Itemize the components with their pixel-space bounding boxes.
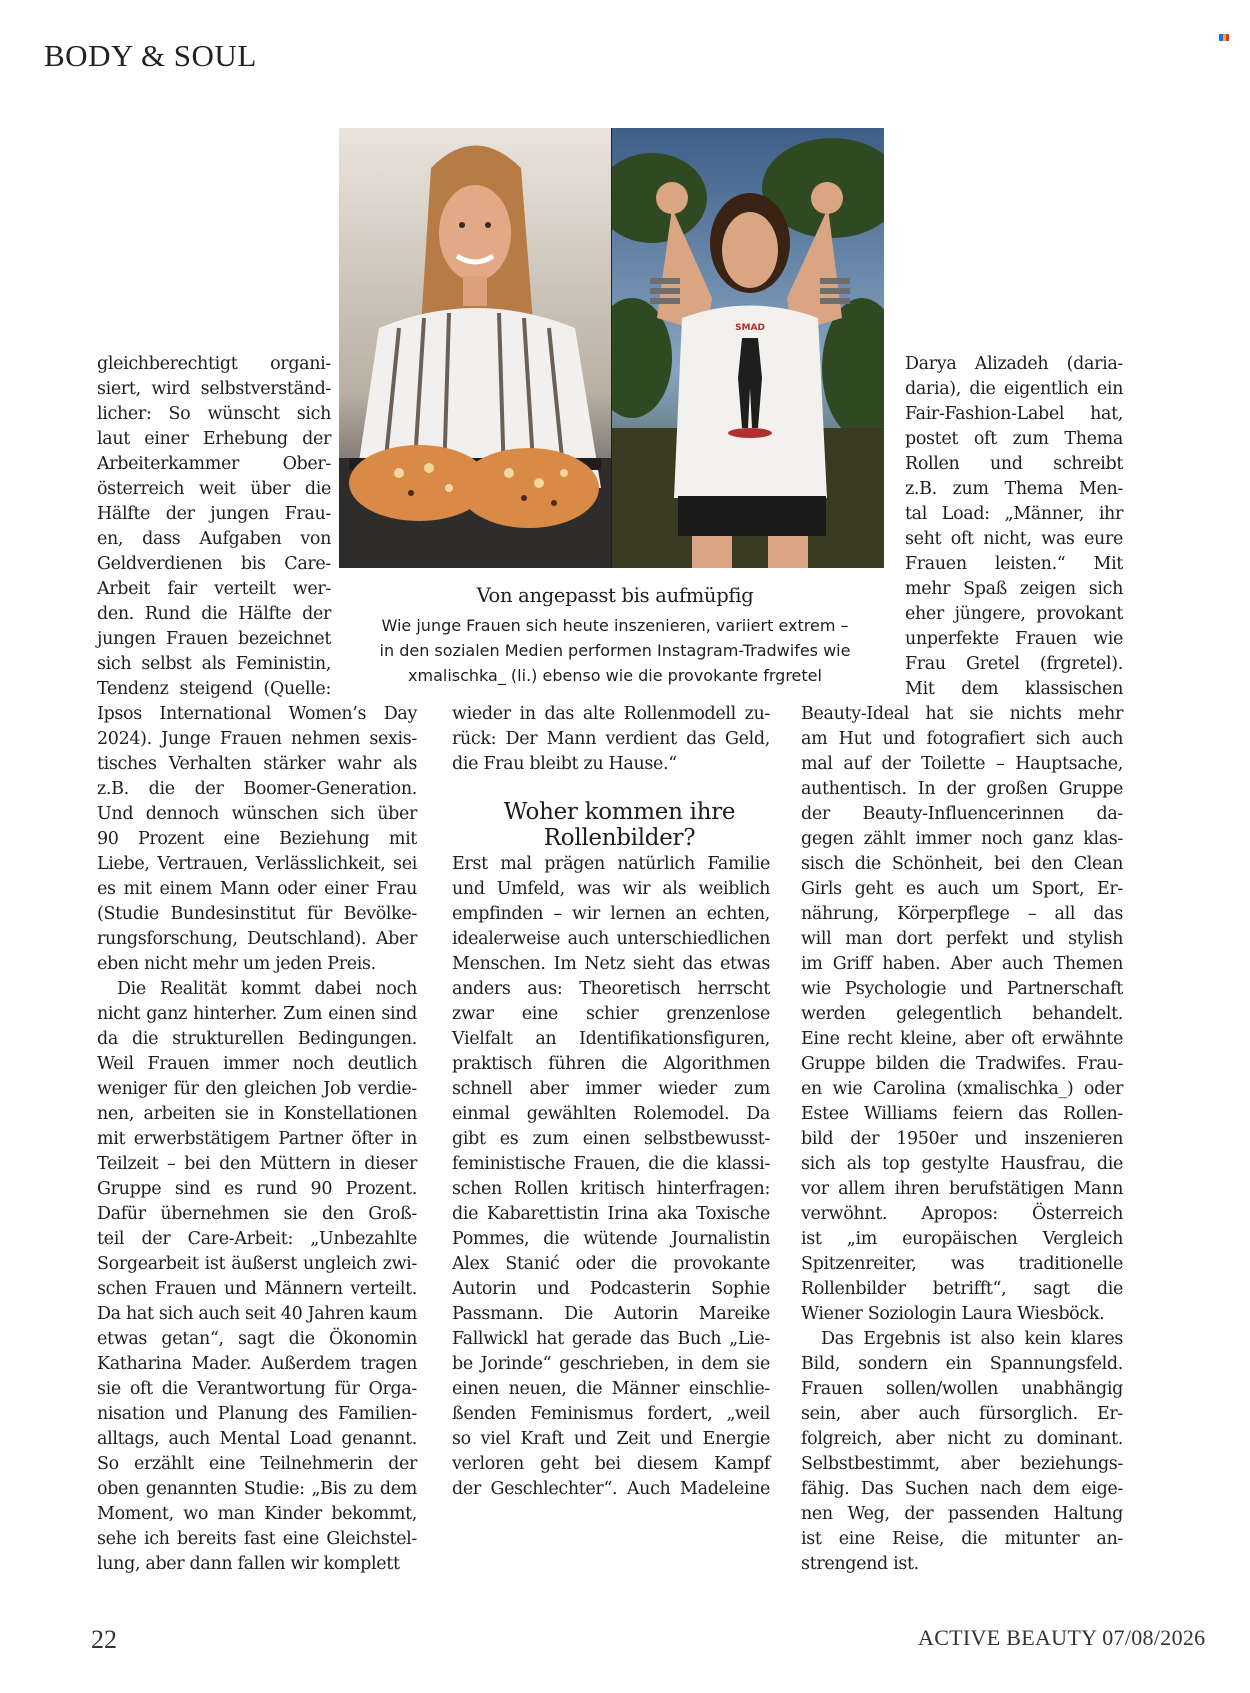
text-line: nicht ganz hinterher. Zum einen sind bbox=[97, 1004, 417, 1024]
text-line: vor allem ihren berufstätigen Mann bbox=[801, 1179, 1123, 1199]
text-line: strengend ist. bbox=[801, 1554, 919, 1574]
text-line: wie Psychologie und Partnerschaft bbox=[801, 979, 1123, 999]
text-line: ßenden Feminismus fordert, „weil bbox=[452, 1404, 770, 1424]
subheading-line: Rollenbilder? bbox=[543, 825, 696, 851]
text-line: jungen Frauen bezeichnet bbox=[97, 629, 331, 649]
text-line: der Beauty-Influencerinnen da- bbox=[801, 804, 1123, 824]
text-line: im Griff haben. Aber auch Themen bbox=[801, 954, 1123, 974]
text-line: wieder in das alte Rollenmodell zu- bbox=[452, 704, 770, 724]
text-line: sehe ich bereits fast eine Gleichstel- bbox=[97, 1529, 417, 1549]
shirt-text: SMAD bbox=[735, 323, 765, 333]
text-line: Wiener Soziologin Laura Wiesböck. bbox=[801, 1304, 1105, 1324]
text-line: Girls geht es auch um Sport, Er- bbox=[801, 879, 1123, 899]
text-line: tal Load: „Männer, ihr bbox=[905, 504, 1123, 524]
text-line: be Jorinde“ geschrieben, in dem sie bbox=[452, 1354, 770, 1374]
text-line: nährung, Körperpflege – all das bbox=[801, 904, 1123, 924]
text-line: sein, aber auch fürsorglich. Er- bbox=[801, 1404, 1123, 1424]
text-line: Sorgearbeit ist äußerst ungleich zwi- bbox=[97, 1254, 417, 1274]
text-line: praktisch führen die Algorithmen bbox=[452, 1054, 770, 1074]
text-line: daria), die eigentlich ein bbox=[905, 379, 1123, 399]
text-line: authentisch. In der großen Gruppe bbox=[801, 779, 1123, 799]
column-1-upper bbox=[97, 352, 331, 702]
text-line: Bild, sondern ein Spannungsfeld. bbox=[801, 1354, 1123, 1374]
text-line: Gruppe bilden die Tradwifes. Frau- bbox=[801, 1054, 1123, 1074]
text-line: folgreich, aber nicht zu dominant. bbox=[801, 1429, 1123, 1449]
text-line: den. Rund die Hälfte der bbox=[97, 604, 331, 624]
text-line: Passmann. Die Autorin Mareike bbox=[452, 1304, 770, 1324]
text-line: einmal gewählten Rolemodel. Da bbox=[452, 1104, 770, 1124]
text-line: österreich weit über die bbox=[97, 479, 331, 499]
text-line: nen, arbeiten sie in Konstellationen bbox=[97, 1104, 417, 1124]
text-line: Moment, wo man Kinder bekommt, bbox=[97, 1504, 417, 1524]
column-1-lower bbox=[97, 702, 417, 1577]
text-line: 2024). Junge Frauen nehmen sexis- bbox=[97, 729, 417, 749]
text-line: Katharina Mader. Außerdem tragen bbox=[97, 1354, 417, 1374]
text-line: tisches Verhalten stärker wahr als bbox=[97, 754, 417, 774]
text-line: es mit einem Mann oder einer Frau bbox=[97, 879, 417, 899]
text-line: feministische Frauen, die die klassi- bbox=[452, 1154, 770, 1174]
text-line: rungsforschung, Deutschland). Aber bbox=[97, 929, 417, 949]
text-line: schen Frauen und Männern verteilt. bbox=[97, 1279, 417, 1299]
text-line: en wie Carolina (xmalischka_) oder bbox=[801, 1079, 1123, 1099]
text-line: oben genannten Studie: „Bis zu dem bbox=[97, 1479, 417, 1499]
text-line: Menschen. Im Netz sieht das etwas bbox=[452, 954, 770, 974]
text-line: empfinden – wir lernen an echten, bbox=[452, 904, 770, 924]
text-line: weniger für den gleichen Job verdie- bbox=[97, 1079, 417, 1099]
text-line: Alex Stanić oder die provokante bbox=[452, 1254, 770, 1274]
text-line: So erzählt eine Teilnehmerin der bbox=[97, 1454, 417, 1474]
text-line: Autorin und Podcasterin Sophie bbox=[452, 1279, 770, 1299]
text-line: z.B. zum Thema Men- bbox=[905, 479, 1123, 499]
text-line: Rollenbilder betrifft“, sagt die bbox=[801, 1279, 1123, 1299]
caption-line: Wie junge Frauen sich heute inszenieren, variiert extrem – bbox=[381, 616, 849, 635]
text-line: Spitzenreiter, was traditionelle bbox=[801, 1254, 1123, 1274]
text-line: zwar eine schier grenzenlose bbox=[452, 1004, 770, 1024]
text-line: Und dennoch wünschen sich über bbox=[97, 804, 417, 824]
issue-label: ACTIVE BEAUTY 07/08/2026 bbox=[918, 1625, 1206, 1650]
color-marker-icon bbox=[1219, 34, 1229, 41]
text-line: Erst mal prägen natürlich Familie bbox=[452, 854, 770, 874]
photo-caption bbox=[345, 584, 885, 688]
text-line: der Geschlechter“. Auch Madeleine bbox=[452, 1479, 770, 1499]
text-line: gegen zählt immer noch ganz klas- bbox=[801, 829, 1123, 849]
woman-holding-pastry-photo bbox=[339, 128, 611, 568]
text-line: ist „im europäischen Vergleich bbox=[801, 1229, 1123, 1249]
text-line: Pommes, die wütende Journalistin bbox=[452, 1229, 770, 1249]
text-line: Selbstbestimmt, aber beziehungs- bbox=[801, 1454, 1123, 1474]
text-line: Arbeiterkammer Ober- bbox=[97, 454, 331, 474]
text-line: Estee Williams feiern das Rollen- bbox=[801, 1104, 1123, 1124]
text-line: Frau Gretel (frgretel). bbox=[905, 654, 1123, 674]
text-line: unperfekte Frauen wie bbox=[905, 629, 1123, 649]
text-line: Frauen leisten.“ Mit bbox=[905, 554, 1123, 574]
text-line: Eine recht kleine, aber oft erwähnte bbox=[801, 1029, 1123, 1049]
text-line: Beauty-Ideal hat sie nichts mehr bbox=[801, 704, 1123, 724]
text-line: ist eine Reise, die mitunter an- bbox=[801, 1529, 1123, 1549]
text-line: z.B. die der Boomer-Generation. bbox=[97, 779, 417, 799]
text-line: so viel Kraft und Zeit und Energie bbox=[452, 1429, 770, 1449]
text-line: Hälfte der jungen Frau- bbox=[97, 504, 331, 524]
text-line: bild der 1950er und inszenieren bbox=[801, 1129, 1123, 1149]
text-line: die Kabarettistin Irina aka Toxische bbox=[452, 1204, 770, 1224]
text-line: fähig. Das Suchen nach dem eige- bbox=[801, 1479, 1123, 1499]
text-line: sich als top gestylte Hausfrau, die bbox=[801, 1154, 1123, 1174]
text-line: Teilzeit – bei den Müttern in dieser bbox=[97, 1154, 417, 1174]
text-line: laut einer Erhebung der bbox=[97, 429, 331, 449]
text-line: da die strukturellen Bedingungen. bbox=[97, 1029, 417, 1049]
text-line: schen Rollen kritisch hinterfragen: bbox=[452, 1179, 770, 1199]
text-line: Dafür übernehmen sie den Groß- bbox=[97, 1204, 417, 1224]
text-line: die Frau bleibt zu Hause.“ bbox=[452, 754, 677, 774]
text-line: alltags, auch Mental Load genannt. bbox=[97, 1429, 417, 1449]
text-line: Arbeit fair verteilt wer- bbox=[97, 579, 331, 599]
text-line: Tendenz steigend (Quelle: bbox=[97, 679, 331, 699]
text-line: Vielfalt an Identifikationsfiguren, bbox=[452, 1029, 770, 1049]
text-line: gibt es zum einen selbstbewusst- bbox=[452, 1129, 770, 1149]
text-line: Gruppe sind es rund 90 Prozent. bbox=[97, 1179, 417, 1199]
text-line: Fair-Fashion-Label hat, bbox=[905, 404, 1123, 424]
text-line: sie oft die Verantwortung für Orga- bbox=[97, 1379, 417, 1399]
text-line: 90 Prozent eine Beziehung mit bbox=[97, 829, 417, 849]
caption-title: Von angepasst bis aufmüpfig bbox=[476, 584, 754, 607]
page-number: 22 bbox=[91, 1625, 117, 1654]
subheading bbox=[452, 799, 787, 851]
text-line: (Studie Bundesinstitut für Bevölke- bbox=[97, 904, 417, 924]
text-line: Geldverdienen bis Care- bbox=[97, 554, 331, 574]
text-line: Fallwickl hat gerade das Buch „Lie- bbox=[452, 1329, 770, 1349]
text-line: einen neuen, die Männer einschlie- bbox=[452, 1379, 770, 1399]
text-line: mehr Spaß zeigen sich bbox=[905, 579, 1123, 599]
text-line: Die Realität kommt dabei noch bbox=[117, 979, 417, 999]
column-2-upper bbox=[452, 702, 770, 777]
text-line: lung, aber dann fallen wir komplett bbox=[97, 1554, 400, 1574]
text-line: schnell aber immer wieder zum bbox=[452, 1079, 770, 1099]
text-line: verwöhnt. Apropos: Österreich bbox=[801, 1204, 1123, 1224]
column-2-lower bbox=[452, 852, 770, 1502]
woman-flexing-outdoors-photo bbox=[612, 128, 884, 568]
text-line: licher: So wünscht sich bbox=[97, 404, 331, 424]
text-line: siert, wird selbstverständ- bbox=[97, 379, 331, 399]
text-line: nisation und Planung des Familien- bbox=[97, 1404, 417, 1424]
section-header: BODY & SOUL bbox=[44, 38, 257, 73]
text-line: mal auf der Toilette – Hauptsache, bbox=[801, 754, 1123, 774]
text-line: Liebe, Vertrauen, Verlässlichkeit, sei bbox=[97, 854, 417, 874]
text-line: will man dort perfekt und stylish bbox=[801, 929, 1123, 949]
text-line: Da hat sich auch seit 40 Jahren kaum bbox=[97, 1304, 417, 1324]
text-line: eben nicht mehr um jeden Preis. bbox=[97, 954, 376, 974]
text-line: Rollen und schreibt bbox=[905, 454, 1123, 474]
caption-line: xmalischka_ (li.) ebenso wie die provokante frgretel bbox=[408, 666, 822, 685]
text-line: Mit dem klassischen bbox=[905, 679, 1123, 699]
text-line: gleichberechtigt organi- bbox=[97, 354, 331, 374]
text-line: nen Weg, der passenden Haltung bbox=[801, 1504, 1123, 1524]
text-line: rück: Der Mann verdient das Geld, bbox=[452, 729, 770, 749]
text-line: werden gelegentlich behandelt. bbox=[801, 1004, 1123, 1024]
text-line: teil der Care-Arbeit: „Unbezahlte bbox=[97, 1229, 417, 1249]
text-line: verloren geht bei diesem Kampf bbox=[452, 1454, 770, 1474]
text-line: sich selbst als Feministin, bbox=[97, 654, 331, 674]
text-line: anders aus: Theoretisch herrscht bbox=[452, 979, 770, 999]
text-line: Ipsos International Women’s Day bbox=[97, 704, 417, 724]
column-3-upper bbox=[905, 352, 1123, 702]
text-line: Frauen sollen/wollen unabhängig bbox=[801, 1379, 1123, 1399]
text-line: am Hut und fotografiert sich auch bbox=[801, 729, 1123, 749]
text-line: idealerweise auch unterschiedlichen bbox=[452, 929, 770, 949]
text-line: sisch die Schönheit, bei den Clean bbox=[801, 854, 1123, 874]
caption-line: in den sozialen Medien performen Instagram-Tradwifes wie bbox=[379, 641, 851, 660]
text-line: seht oft nicht, was eure bbox=[905, 529, 1123, 549]
subheading-line: Woher kommen ihre bbox=[503, 799, 736, 825]
text-line: etwas getan“, sagt die Ökonomin bbox=[97, 1329, 417, 1349]
text-line: eher jüngere, provokant bbox=[905, 604, 1123, 624]
column-3-lower bbox=[801, 702, 1123, 1577]
text-line: Das Ergebnis ist also kein klares bbox=[821, 1329, 1123, 1349]
text-line: Weil Frauen immer noch deutlich bbox=[97, 1054, 417, 1074]
text-line: mit erwerbstätigem Partner öfter in bbox=[97, 1129, 417, 1149]
text-line: Darya Alizadeh (daria- bbox=[905, 354, 1123, 374]
text-line: en, dass Aufgaben von bbox=[97, 529, 331, 549]
article-photos bbox=[339, 128, 884, 568]
text-line: und Umfeld, was wir als weiblich bbox=[452, 879, 770, 899]
text-line: postet oft zum Thema bbox=[905, 429, 1123, 449]
